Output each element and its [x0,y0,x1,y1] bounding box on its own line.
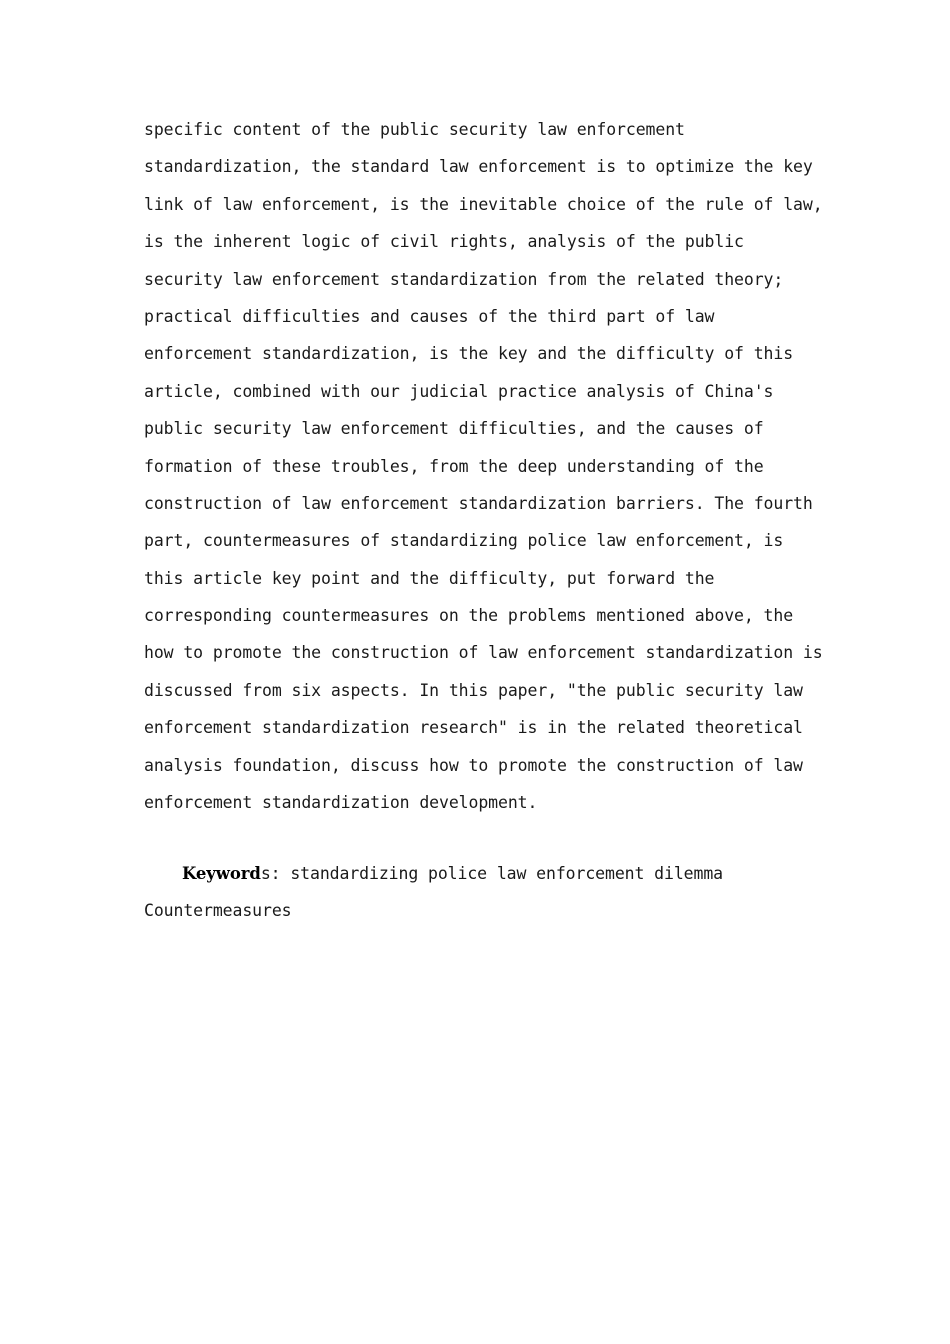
keywords-text: standardizing police law enforcement dilemma [290,864,724,883]
keywords-section [144,855,824,930]
abstract-line: link of law enforcement, is the inevitable choice of the rule of law, [144,194,823,214]
keywords-label-suffix: s: [260,864,291,883]
abstract-line: public security law enforcement difficulties, and the causes of [144,419,764,439]
abstract-line: corresponding countermeasures on the problems mentioned above, the [144,606,794,626]
abstract-line: enforcement standardization research" is in the related theoretical [144,718,803,738]
abstract-line: is the inherent logic of civil rights, analysis of the public [144,232,744,252]
abstract-line: construction of law enforcement standardization barriers. The fourth [144,493,813,513]
abstract-line: enforcement standardization development. [144,793,538,813]
abstract-line: standardization, the standard law enforcement is to optimize the key [144,157,813,177]
abstract-line: specific content of the public security law enforcement [144,120,685,139]
abstract-line: article, combined with our judicial practice analysis of China's [144,381,774,401]
keywords-label: Keyword [182,864,261,883]
keywords-line [144,855,824,892]
abstract-line: part, countermeasures of standardizing police law enforcement, is [144,531,784,551]
abstract-line: analysis foundation, discuss how to promote the construction of law [144,755,803,775]
abstract-line: this article key point and the difficulty, put forward the [144,568,715,588]
abstract-body [144,111,824,821]
keywords-line-continued: Countermeasures [144,901,292,921]
abstract-line: formation of these troubles, from the deep understanding of the [144,456,764,476]
abstract-line: how to promote the construction of law enforcement standardization is [144,643,823,663]
abstract-line: security law enforcement standardization from the related theory; [144,269,784,289]
abstract-line: discussed from six aspects. In this paper, "the public security law [144,680,803,700]
abstract-line: enforcement standardization, is the key and the difficulty of this [144,344,794,364]
abstract-line: practical difficulties and causes of the third part of law [144,306,715,326]
